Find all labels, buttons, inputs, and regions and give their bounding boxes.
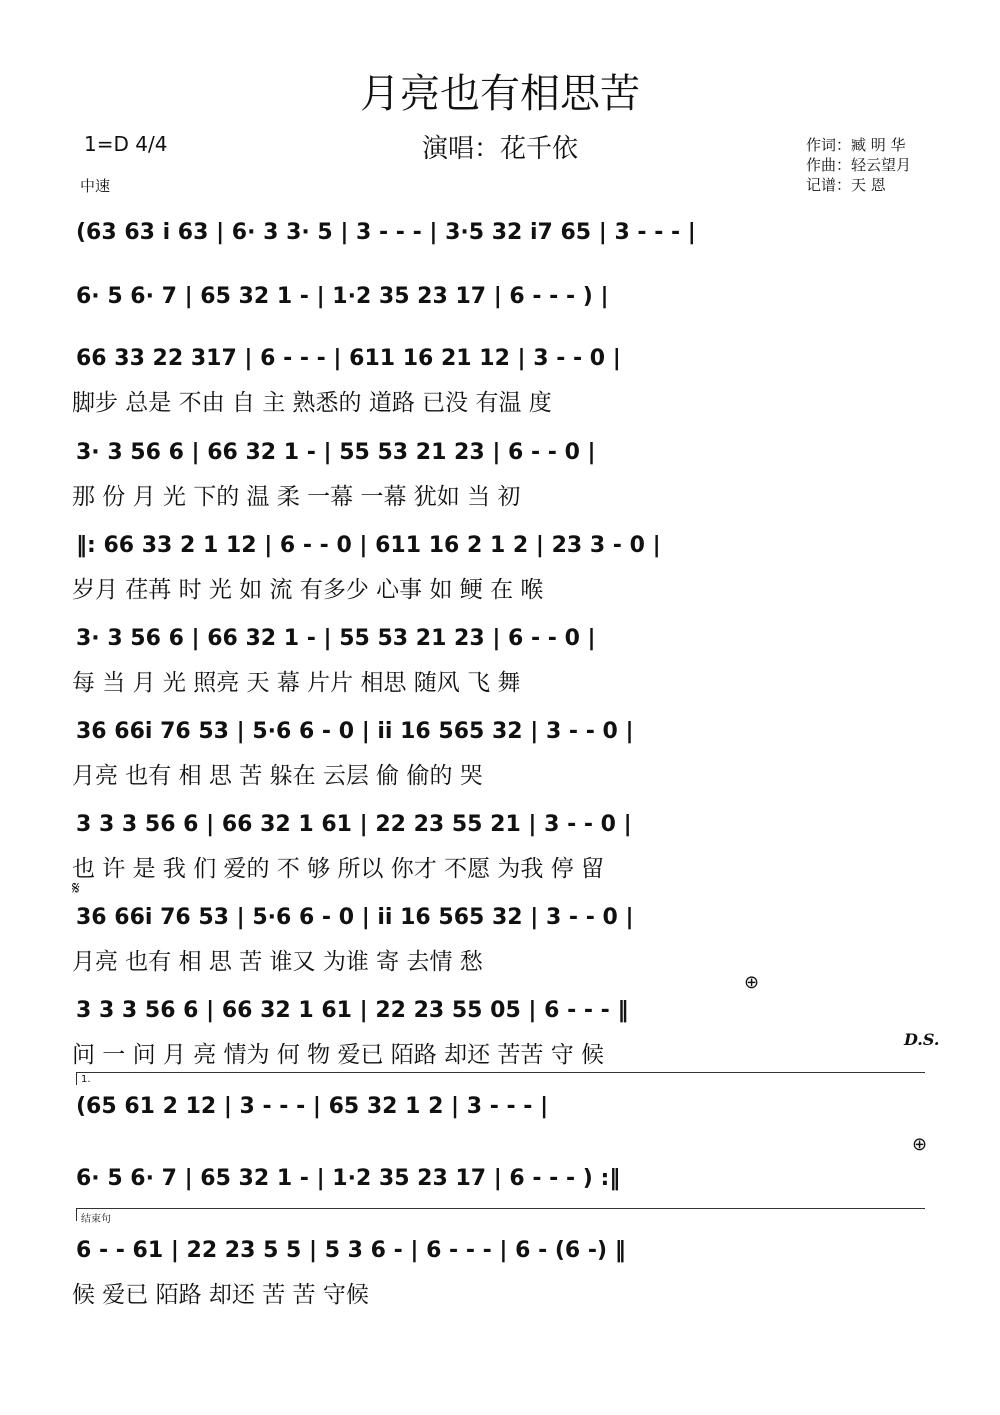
notes-row: (63 63 i 63 | 6· 3 3· 5 | 3 - - - | 3·5 32 i7 65 | 3 - - - |: [76, 220, 696, 245]
coda-icon: ⊕: [744, 972, 760, 993]
notes-row: 3 3 3 56 6 | 66 32 1 61 | 22 23 55 05 | 6 - - - ‖: [76, 998, 629, 1023]
segno-icon: 𝄋: [72, 878, 80, 899]
ending-bracket-final: [76, 1208, 925, 1225]
notes-row: 6· 5 6· 7 | 65 32 1 - | 1·2 35 23 17 | 6 - - - ) :‖: [76, 1166, 621, 1191]
notes-row: 6 - - 61 | 22 23 5 5 | 5 3 6 - | 6 - - - | 6 - (6 -) ‖: [76, 1238, 626, 1263]
ending-label: 1.: [81, 1074, 91, 1085]
lyric-row: 候 爱已 陌路 却还 苦 苦 守候: [72, 1282, 369, 1308]
notes-row: 66 33 22 317 | 6 - - - | 611 16 21 12 | 3 - - 0 |: [76, 346, 621, 371]
singer: 演唱：花千依: [421, 134, 578, 164]
notes-row: (65 61 2 12 | 3 - - - | 65 32 1 2 | 3 - - - |: [76, 1094, 549, 1119]
lyric-row: 岁月 荏苒 时 光 如 流 有多少 心事 如 鲠 在 喉: [72, 577, 544, 603]
notes-row: 6· 5 6· 7 | 65 32 1 - | 1·2 35 23 17 | 6 - - - ) |: [76, 284, 609, 309]
notes-row: 3· 3 56 6 | 66 32 1 - | 55 53 21 23 | 6 - - 0 |: [76, 626, 596, 651]
lyric-row: 每 当 月 光 照亮 天 幕 片片 相思 随风 飞 舞: [72, 670, 521, 696]
coda-icon: ⊕: [912, 1134, 928, 1155]
lyric-row: 月亮 也有 相 思 苦 躲在 云层 偷 偷的 哭: [72, 763, 483, 789]
notes-row: 36 66i 76 53 | 5·6 6 - 0 | ii 16 565 32 | 3 - - 0 |: [76, 719, 634, 744]
notes-row: 3· 3 56 6 | 66 32 1 - | 55 53 21 23 | 6 - - 0 |: [76, 440, 596, 465]
notes-row: 36 66i 76 53 | 5·6 6 - 0 | ii 16 565 32 | 3 - - 0 |: [76, 905, 634, 930]
lyric-row: 那 份 月 光 下的 温 柔 一幕 一幕 犹如 当 初: [72, 484, 521, 510]
lyricist: 作词：臧 明 华: [806, 136, 906, 154]
ds-mark: D.S.: [904, 1030, 940, 1049]
lyric-row: 脚步 总是 不由 自 主 熟悉的 道路 已没 有温 度: [72, 390, 552, 416]
lyric-row: 月亮 也有 相 思 苦 谁又 为谁 寄 去情 愁: [72, 949, 483, 975]
composer: 作曲：轻云望月: [806, 156, 912, 174]
key-signature: 1=D 4/4: [84, 132, 168, 156]
ending-label: 结束句: [81, 1214, 111, 1225]
lyric-row: 也 许 是 我 们 爱的 不 够 所以 你才 不愿 为我 停 留: [72, 856, 605, 882]
ending-bracket-1: [76, 1072, 925, 1085]
notes-row: 3 3 3 56 6 | 66 32 1 61 | 22 23 55 21 | 3 - - 0 |: [76, 812, 632, 837]
lyric-row: 问 一 问 月 亮 情为 何 物 爱已 陌路 却还 苦苦 守 候: [72, 1042, 605, 1068]
tempo: 中速: [80, 177, 111, 195]
transcriber: 记谱：天 恩: [806, 176, 886, 194]
song-title: 月亮也有相思苦: [360, 71, 640, 117]
notes-row: ‖: 66 33 2 1 12 | 6 - - 0 | 611 16 2 1 2 | 23 3 - 0 |: [76, 533, 661, 558]
